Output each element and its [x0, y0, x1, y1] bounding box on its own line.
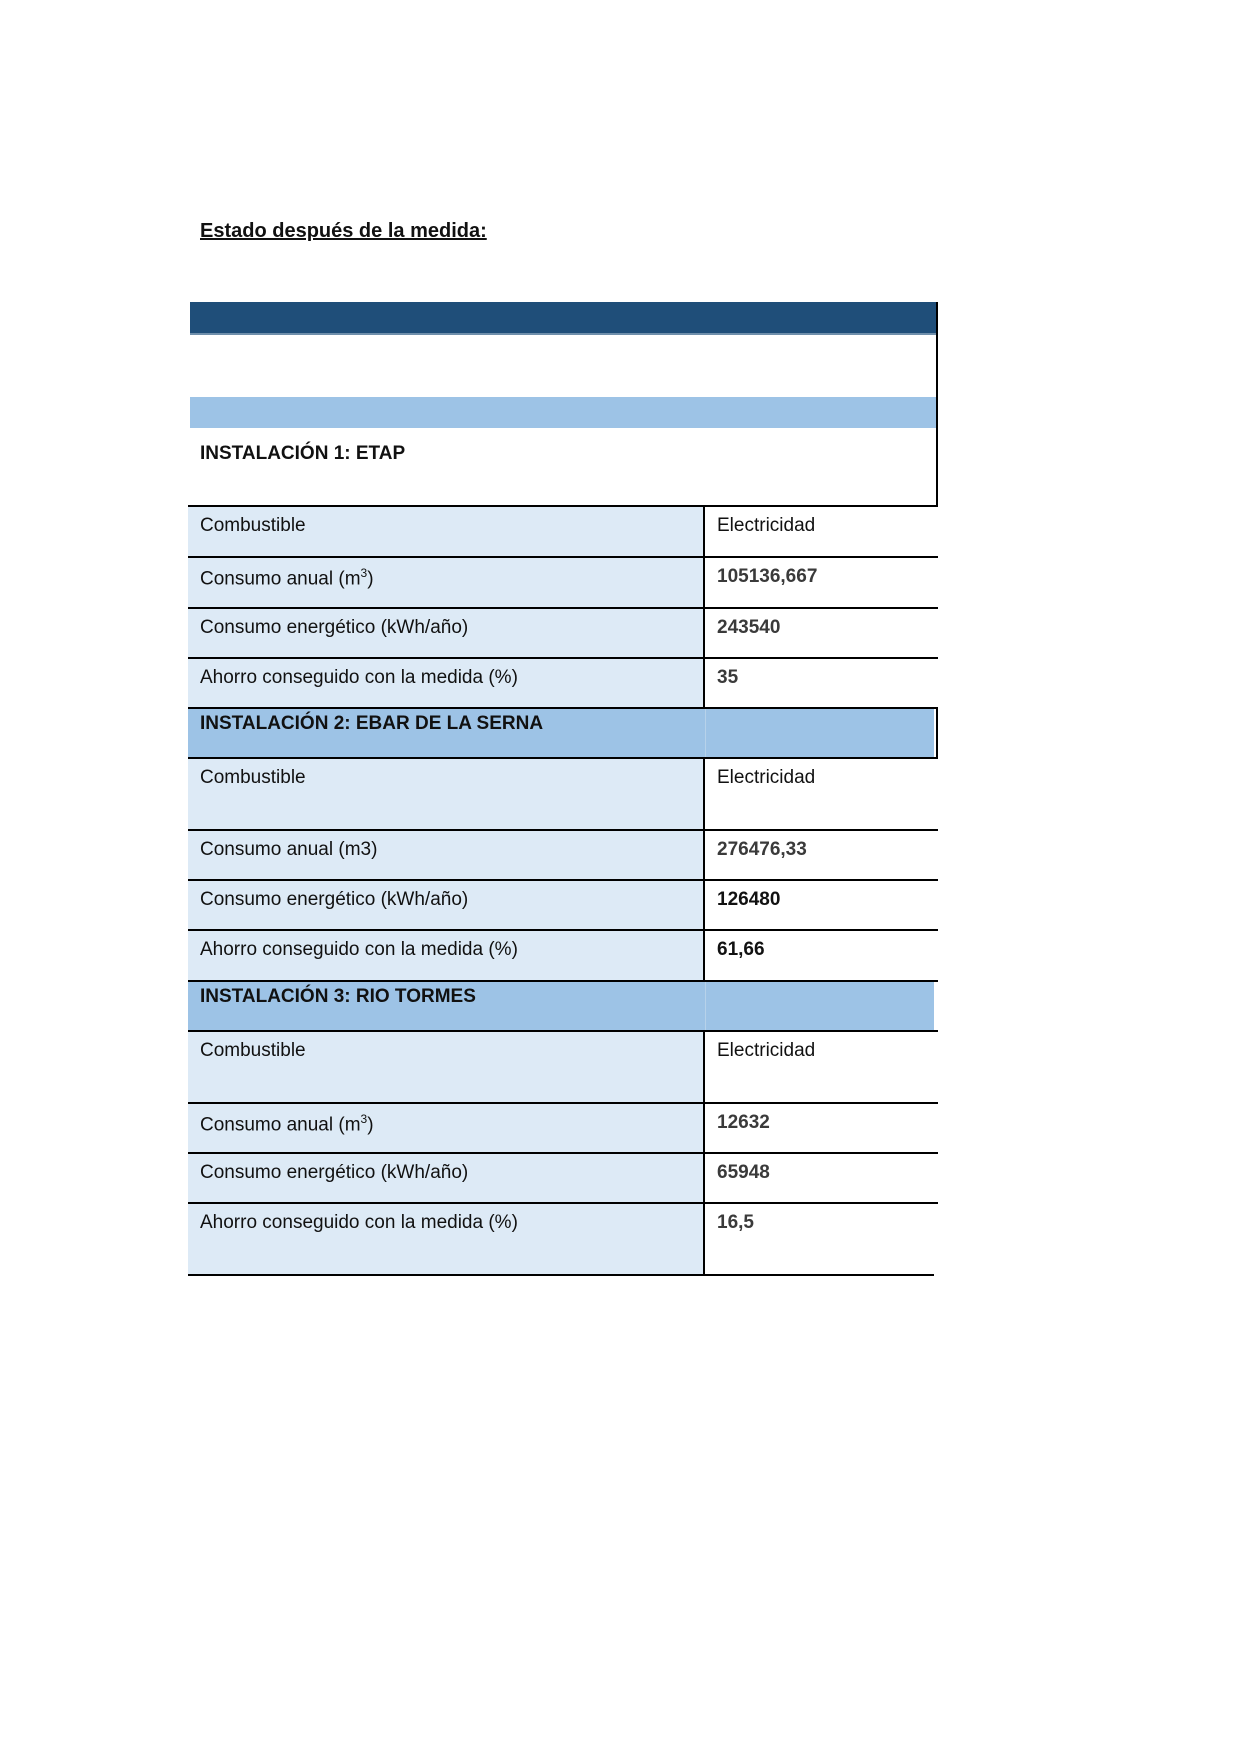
row-label: Consumo energético (kWh/año) — [188, 609, 705, 657]
row-label: Consumo anual $(m^3)$ — [188, 558, 705, 607]
table-row — [188, 505, 938, 556]
row-label: Combustible — [188, 759, 705, 829]
row-value: 35 — [705, 659, 938, 707]
table-row — [188, 556, 938, 607]
row-value: 16,5 — [705, 1204, 938, 1274]
row-value: 105136,667 — [705, 558, 938, 607]
table-row — [188, 879, 938, 929]
installation-2-title: INSTALACIÓN 2: EBAR DE LA SERNA — [188, 709, 705, 757]
section-blank-cell — [705, 709, 934, 757]
row-label: Ahorro conseguido con la medida (%) — [188, 1204, 705, 1274]
row-value: 276476,33 — [705, 831, 938, 879]
table-row — [188, 1152, 938, 1202]
table-row — [188, 607, 938, 657]
installation-3-title: INSTALACIÓN 3: RIO TORMES — [188, 982, 705, 1030]
section-blank-cell — [705, 982, 934, 1030]
row-value: 126480 — [705, 881, 938, 929]
row-label: Consumo energético (kWh/año) — [188, 881, 705, 929]
table-row — [188, 1030, 938, 1102]
page-heading: Estado después de la medida: — [200, 220, 487, 242]
installation-2-section-row — [188, 707, 938, 757]
row-value: Electricidad — [705, 507, 938, 556]
row-value: 61,66 — [705, 931, 938, 980]
table-bottom-border — [188, 1274, 934, 1276]
row-label: Ahorro conseguido con la medida (%) — [188, 931, 705, 980]
row-label: Consumo energético (kWh/año) — [188, 1154, 705, 1202]
row-label: Ahorro conseguido con la medida (%) — [188, 659, 705, 707]
table-row — [188, 1102, 938, 1152]
row-value: Electricidad — [705, 759, 938, 829]
table-header-band — [190, 302, 936, 335]
row-value: 65948 — [705, 1154, 938, 1202]
row-value: 12632 — [705, 1104, 938, 1152]
row-label: Consumo anual (m3) — [188, 831, 705, 879]
row-label: Combustible — [188, 1032, 705, 1102]
table-row — [188, 657, 938, 707]
table-row — [188, 1202, 938, 1274]
table-row — [188, 829, 938, 879]
row-label: Consumo anual $(m^3)$ — [188, 1104, 705, 1152]
row-label: Combustible — [188, 507, 705, 556]
row-value: Electricidad — [705, 1032, 938, 1102]
table-row — [188, 929, 938, 980]
installation-1-title: INSTALACIÓN 1: ETAP — [200, 443, 406, 464]
installation-3-section-row — [188, 980, 938, 1030]
table-subheader-band — [190, 397, 936, 428]
row-value: 243540 — [705, 609, 938, 657]
table-row — [188, 757, 938, 829]
